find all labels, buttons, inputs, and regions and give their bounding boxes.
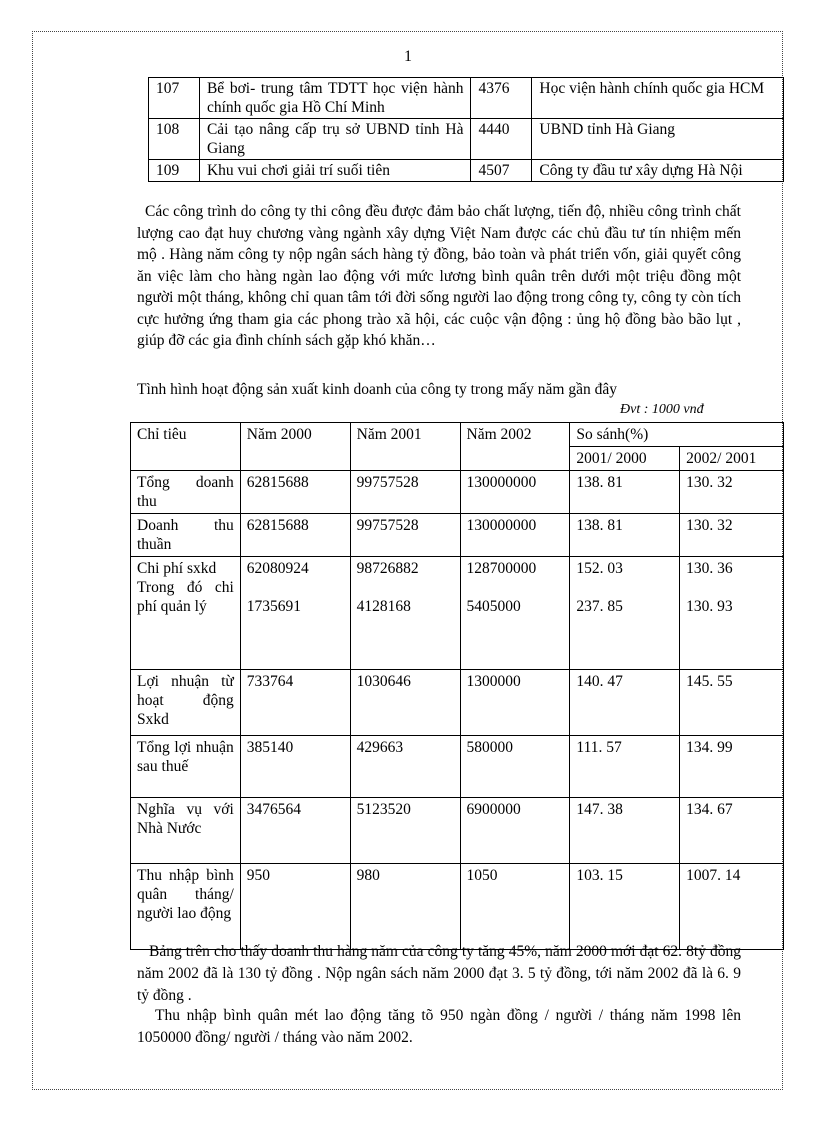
cell-compare-2 [680,557,784,670]
cell-main: 98726882 [356,560,419,577]
table-row [149,119,784,160]
row-label: Lợi nhuận từ hoạt động Sxkd [131,670,241,736]
row-label: Tổng doanh thu [131,471,241,514]
row-label [131,557,241,670]
project-no: 108 [149,119,200,160]
cell-2001 [350,557,460,670]
project-owner: UBND tỉnh Hà Giang [532,119,784,160]
cell-sub: 4128168 [356,598,411,615]
cell-2000: 62815688 [240,471,350,514]
header-2000: Năm 2000 [240,423,350,471]
cell-2002: 580000 [460,736,570,798]
row-label: Thu nhập bình quân tháng/ người lao động [131,864,241,950]
table-row [131,670,784,736]
cell-main: 62080924 [246,560,309,577]
cell-main: 130. 36 [686,560,733,577]
cell-sub: 130. 93 [686,598,733,615]
header-2002: Năm 2002 [460,423,570,471]
cell-2000: 62815688 [240,514,350,557]
cell-2002: 130000000 [460,514,570,557]
project-name: Bể bơi- trung tâm TDTT học viện hành chính quốc gia Hồ Chí Minh [199,78,471,119]
project-owner: Học viện hành chính quốc gia HCM [532,78,784,119]
cell-2001: 980 [350,864,460,950]
cell-2002: 130000000 [460,471,570,514]
table-row [131,514,784,557]
row-label: Nghĩa vụ với Nhà Nước [131,798,241,864]
table-row [131,736,784,798]
table-row [131,798,784,864]
paragraph-revenue: Bảng trên cho thấy doanh thu hàng năm của công ty tăng 45%, năm 2000 mới đạt 62. 8tỷ đồng năm 2002 đã là 130 tỷ đồng . Nộp ngân sách năm 2000 đạt 3. 5 tỷ đồng, tới năm 2002 đã là 6. 9 tỷ đồng . [137,943,741,1004]
table-row [149,78,784,119]
project-name: Khu vui chơi giải trí suối tiên [199,160,471,182]
cell-2002: 1050 [460,864,570,950]
cell-compare-1: 103. 15 [570,864,680,950]
project-no: 107 [149,78,200,119]
project-no: 109 [149,160,200,182]
cell-main: 128700000 [466,560,537,577]
cell-2000: 950 [240,864,350,950]
cell-2002: 6900000 [460,798,570,864]
table-caption: Tình hình hoạt động sản xuất kinh doanh của công ty trong mấy năm gần đây [137,381,617,398]
cell-compare-1 [570,557,680,670]
cell-2001: 99757528 [350,471,460,514]
cell-2000: 385140 [240,736,350,798]
table-row [131,471,784,514]
unit-note: Đvt : 1000 vnđ [620,402,704,417]
cell-compare-1: 147. 38 [570,798,680,864]
header-2001: Năm 2001 [350,423,460,471]
cell-2001: 429663 [350,736,460,798]
cell-sub: 5405000 [466,598,521,615]
cell-2000: 733764 [240,670,350,736]
cell-2001: 5123520 [350,798,460,864]
project-owner: Công ty đầu tư xây dựng Hà Nội [532,160,784,182]
header-compare-2001-2000: 2001/ 2000 [570,447,680,471]
paragraph-income: Thu nhập bình quân mét lao động tăng tõ 950 ngàn đồng / người / tháng năm 1998 lên 1050000 đồng/ người / tháng vào năm 2002. [137,1007,741,1046]
table-row [149,160,784,182]
cell-compare-2: 134. 99 [680,736,784,798]
cell-sub: 237. 85 [576,598,623,615]
row-label-sub: Trong đó chi phí quản lý [137,579,234,615]
header-row [131,423,784,447]
cell-compare-1: 111. 57 [570,736,680,798]
table-row [131,864,784,950]
projects-table [148,77,784,182]
cell-2002: 1300000 [460,670,570,736]
cell-2001: 99757528 [350,514,460,557]
table-row [131,557,784,670]
cell-compare-2: 130. 32 [680,514,784,557]
cell-compare-2: 134. 67 [680,798,784,864]
header-compare: So sánh(%) [570,423,784,447]
project-value: 4507 [471,160,532,182]
cell-compare-1: 138. 81 [570,514,680,557]
cell-compare-2: 130. 32 [680,471,784,514]
cell-2000 [240,557,350,670]
performance-table [130,422,784,950]
row-label-main: Chi phí sxkd [137,560,217,577]
header-indicator: Chỉ tiêu [131,423,241,471]
page-number: 1 [404,48,412,65]
cell-sub: 1735691 [246,598,302,615]
cell-2001: 1030646 [350,670,460,736]
paragraph-quality: Các công trình do công ty thi công đều được đảm bảo chất lượng, tiến độ, nhiều công trình chất lượng cao đạt huy chương vàng ngành xây dựng Việt Nam được các chủ đầu tư tín nhiệm mến mộ . Hàng năm công ty nộp ngân sách hàng tỷ đồng, bảo toàn và phát triển vốn, giải quyết công ăn việc làm cho hàng ngàn lao động với mức lương bình quân trên dưới một triệu đồng một người một tháng, không chỉ quan tâm tới đời sống người lao động trong công ty, công ty còn tích cực hưởng ứng tham gia các phong trào xã hội, các cuộc vận động : ủng hộ đồng bào bão lụt , giúp đỡ các gia đình chính sách gặp khó khăn… [137,203,741,349]
cell-main: 152. 03 [576,560,623,577]
cell-compare-1: 138. 81 [570,471,680,514]
row-label: Tổng lợi nhuận sau thuế [131,736,241,798]
project-value: 4376 [471,78,532,119]
header-compare-2002-2001: 2002/ 2001 [680,447,784,471]
cell-2000: 3476564 [240,798,350,864]
row-label: Doanh thu thuần [131,514,241,557]
cell-compare-1: 140. 47 [570,670,680,736]
project-value: 4440 [471,119,532,160]
cell-2002 [460,557,570,670]
cell-compare-2: 145. 55 [680,670,784,736]
cell-compare-2: 1007. 14 [680,864,784,950]
project-name: Cải tạo nâng cấp trụ sở UBND tỉnh Hà Giang [199,119,471,160]
